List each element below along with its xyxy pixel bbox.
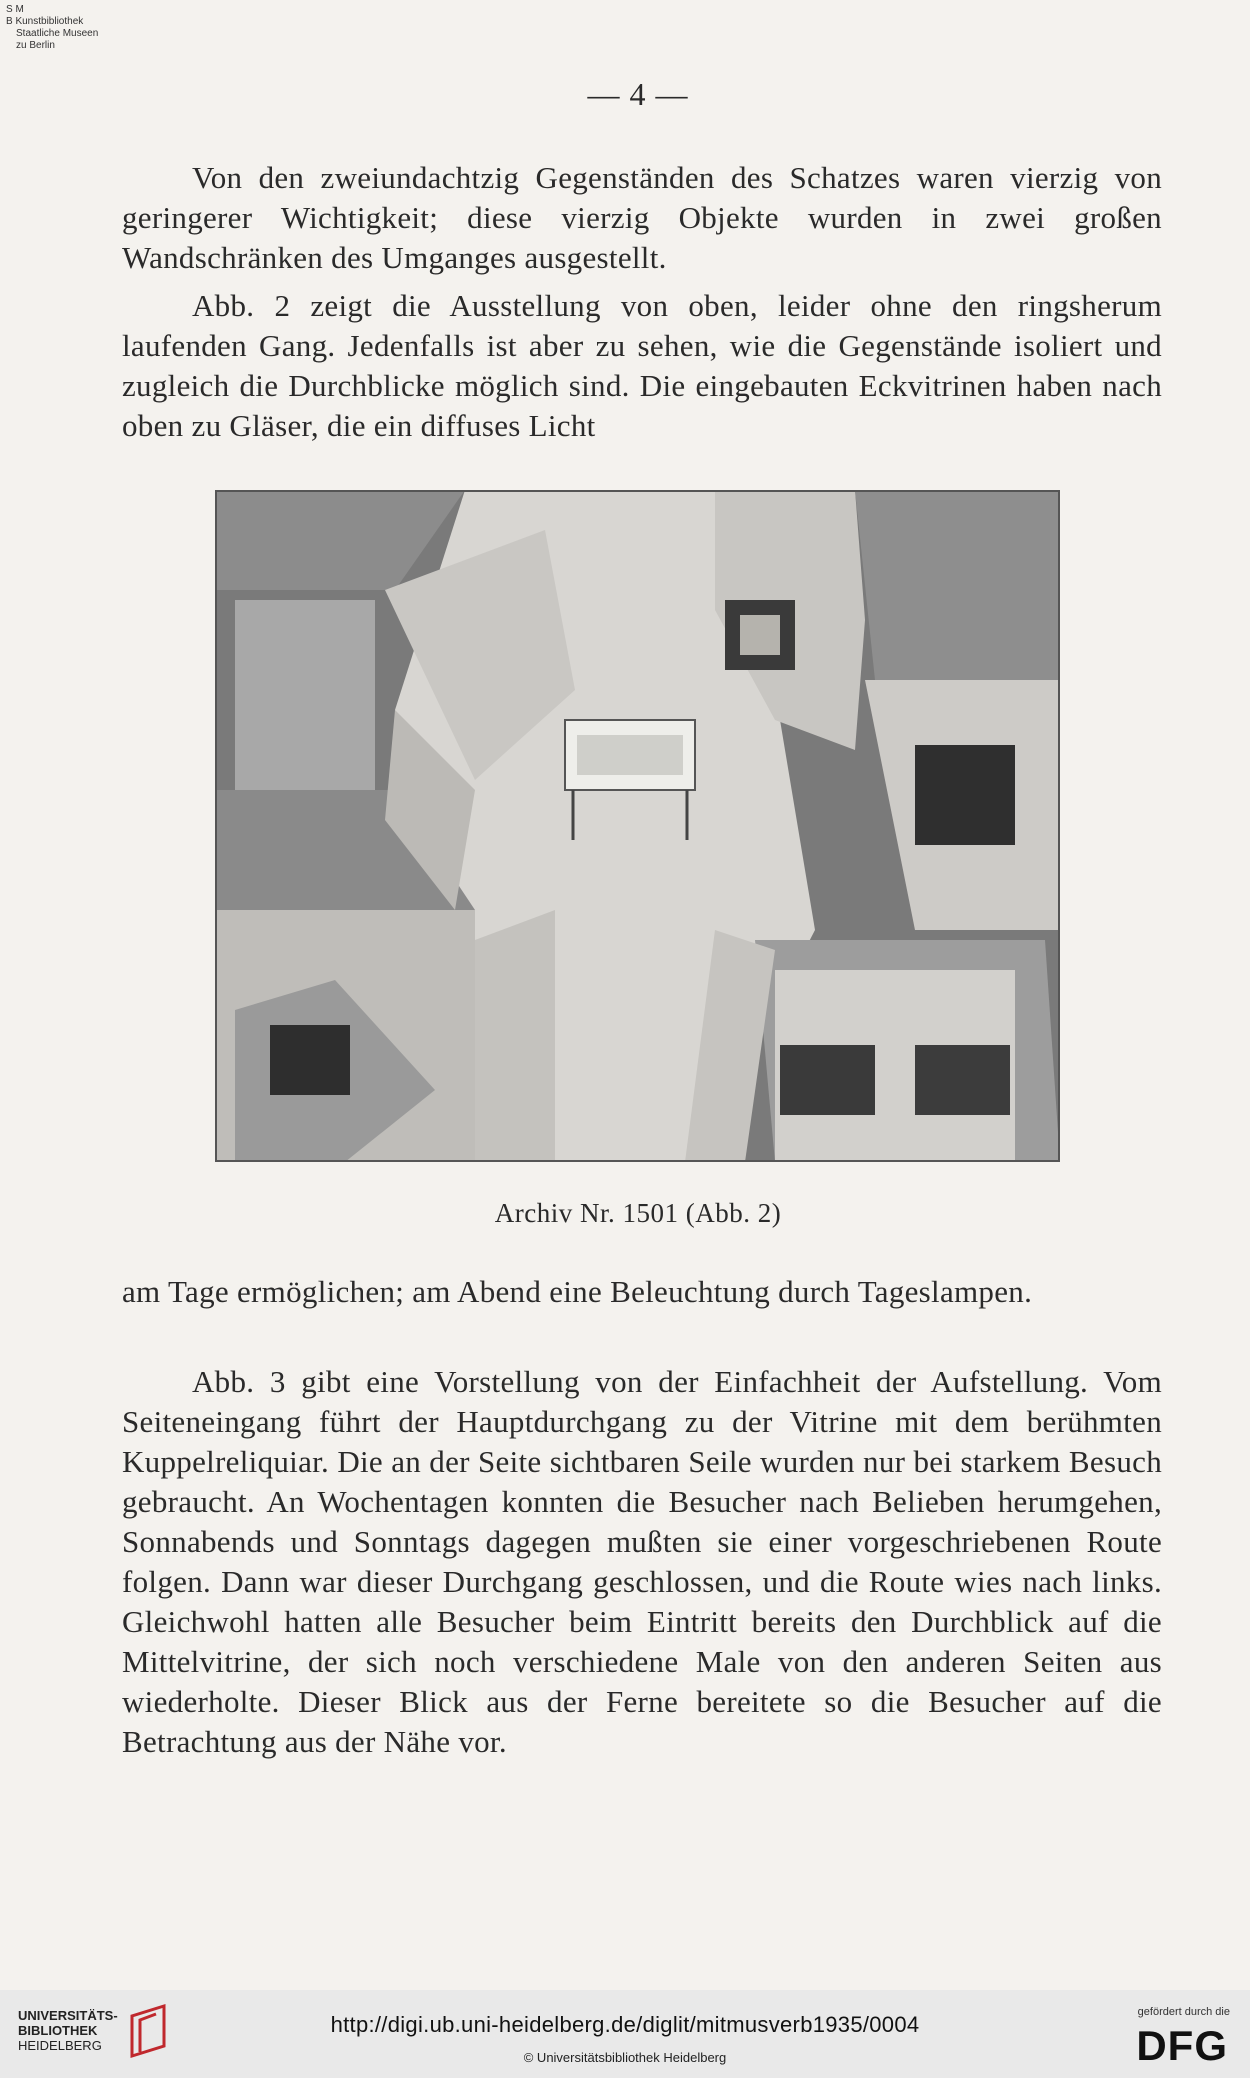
logo-line: BIBLIOTHEK (18, 2023, 98, 2038)
copyright-notice: © Universitätsbibliothek Heidelberg (523, 2050, 727, 2065)
logo-line: UNIVERSITÄTS- (18, 2008, 118, 2023)
footer-bar (0, 1990, 1250, 2078)
paragraph-1: Von den zweiundachtzig Gegenständen des Schatzes waren vierzig von geringerer Wichtigkeit; diese vierzig Objekte wurden in zwei großen Wandschränken des Umganges ausgestellt. (122, 160, 1162, 275)
dfg-logo[interactable]: DFG (1136, 2022, 1228, 2069)
stamp-line: S M (6, 4, 24, 15)
figure-caption: Archiv Nr. 1501 (Abb. 2) (494, 1198, 782, 1228)
logo-line: HEIDELBERG (18, 2038, 102, 2053)
funding-note: gefördert durch die (1137, 2006, 1230, 2018)
page-number: — 4 — (587, 76, 689, 112)
permalink-url[interactable]: http://digi.ub.uni-heidelberg.de/diglit/mitmusverb1935/0004 (330, 2012, 920, 2037)
exhibition-photo (215, 490, 1060, 1162)
paragraph-3: am Tage ermöglichen; am Abend eine Beleuchtung durch Tageslampen. (122, 1274, 1033, 1309)
paragraph-4: Abb. 3 gibt eine Vorstellung von der Einfachheit der Aufstellung. Vom Seiteneingang führt der Hauptdurchgang zu der Vitrine mit dem berühmten Kuppelreliquiar. Die an der Seite sichtbaren Seile wurden nur bei starkem Besuch gebraucht. An Wochentagen konnten die Besucher nach Belieben herumgehen, Sonnabends und Sonntags dagegen mußten sie einer vorgeschriebenen Route folgen. Dann war dieser Durchgang geschlossen, und die Route wies nach links. Gleichwohl hatten alle Besucher beim Eintritt bereits den Durchblick auf die Mittelvitrine, der sich noch verschiedene Male von den anderen Seiten aus wiederholte. Dieser Blick aus der Ferne bereitete so die Besucher auf die Betrachtung aus der Nähe vor. (122, 1364, 1162, 1759)
stamp-line: zu Berlin (16, 40, 55, 51)
stamp-line: Staatliche Museen (16, 28, 99, 39)
stamp-line: B Kunstbibliothek (6, 16, 84, 27)
library-stamp (6, 4, 98, 52)
paragraph-2: Abb. 2 zeigt die Ausstellung von oben, leider ohne den ringsherum laufenden Gang. Jedenfalls ist aber zu sehen, wie die Gegenstände isoliert und zugleich die Durchblicke möglich sind. Die eingebauten Eckvitrinen haben nach oben zu Gläser, die ein diffuses Licht (122, 288, 1162, 443)
